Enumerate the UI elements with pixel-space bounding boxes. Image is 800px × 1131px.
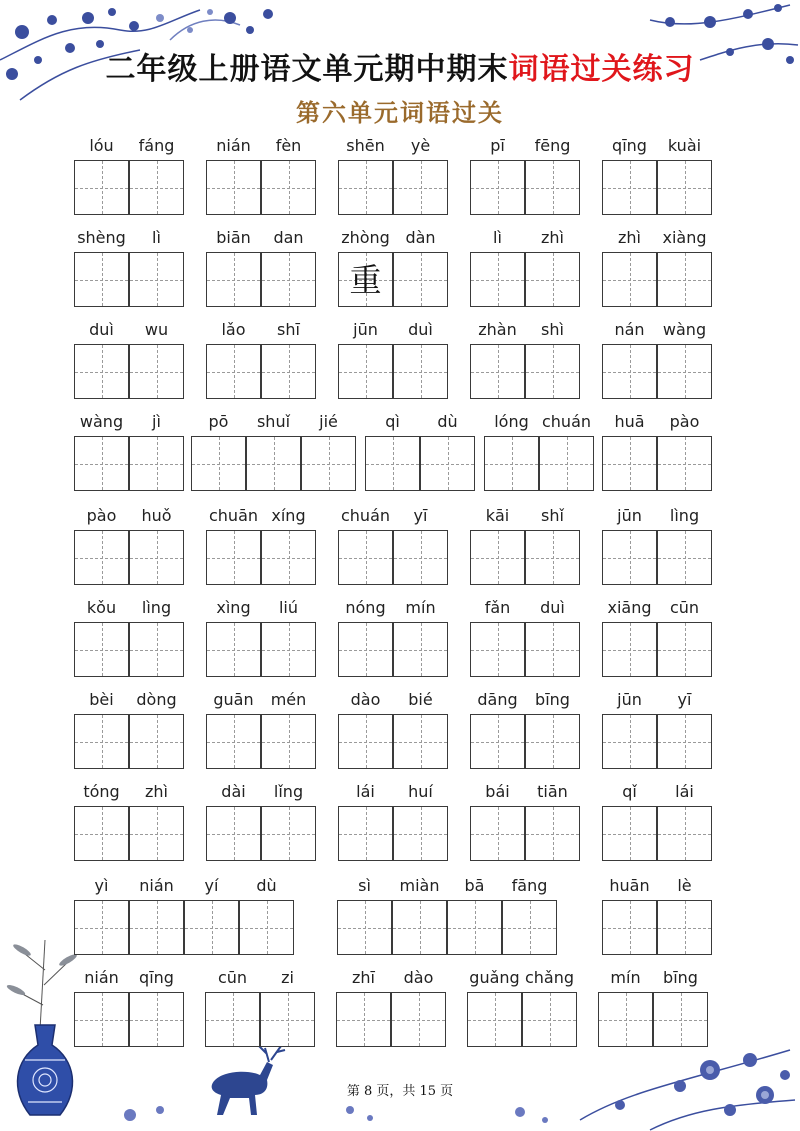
writing-box[interactable] (522, 992, 577, 1047)
writing-box[interactable] (261, 252, 316, 307)
writing-box[interactable] (129, 900, 184, 955)
pinyin-label: lǐng (273, 782, 304, 801)
word-group (470, 598, 580, 677)
pinyin-label: bīng (535, 690, 570, 709)
writing-box[interactable] (336, 992, 391, 1047)
pinyin-label: tiān (537, 782, 568, 801)
writing-box[interactable] (470, 530, 525, 585)
pinyin-label: bái (485, 782, 510, 801)
writing-box[interactable] (337, 900, 392, 955)
word-group (338, 598, 448, 677)
pinyin-label: pào (86, 506, 117, 525)
writing-box[interactable] (391, 992, 446, 1047)
writing-box[interactable] (260, 992, 315, 1047)
pinyin-label: tóng (83, 782, 120, 801)
pinyin-label: wàng (662, 320, 707, 339)
word-group (470, 136, 580, 215)
word-group (205, 968, 315, 1047)
word-group (602, 228, 712, 307)
pinyin-label: wu (144, 320, 169, 339)
pinyin-label: dan (273, 228, 304, 247)
writing-box[interactable] (246, 436, 301, 491)
writing-box[interactable] (129, 530, 184, 585)
writing-box[interactable] (261, 344, 316, 399)
writing-box[interactable] (602, 714, 657, 769)
writing-box[interactable] (301, 436, 356, 491)
pinyin-label: yī (677, 690, 692, 709)
writing-box[interactable] (653, 992, 708, 1047)
writing-box[interactable] (206, 714, 261, 769)
word-group (191, 412, 356, 491)
writing-box[interactable] (525, 530, 580, 585)
writing-box[interactable] (392, 900, 447, 955)
writing-box[interactable] (338, 160, 393, 215)
pinyin-label: yī (413, 506, 428, 525)
writing-box[interactable] (365, 436, 420, 491)
writing-box[interactable] (525, 344, 580, 399)
writing-box[interactable] (129, 714, 184, 769)
writing-box[interactable] (129, 252, 184, 307)
word-group (602, 320, 712, 399)
writing-box[interactable] (393, 252, 448, 307)
writing-box[interactable] (74, 160, 129, 215)
writing-box[interactable] (393, 622, 448, 677)
writing-box[interactable] (191, 436, 246, 491)
writing-box[interactable] (657, 900, 712, 955)
writing-box[interactable] (129, 806, 184, 861)
writing-box[interactable] (602, 436, 657, 491)
pinyin-label: pào (669, 412, 700, 431)
writing-box[interactable] (261, 622, 316, 677)
pinyin-label: yí (204, 876, 219, 895)
writing-box[interactable] (470, 806, 525, 861)
writing-box[interactable] (74, 806, 129, 861)
word-group (470, 228, 580, 307)
word-group (206, 136, 316, 215)
pinyin-label: lìng (141, 598, 172, 617)
writing-box[interactable] (74, 344, 129, 399)
page-title-black: 二年级上册语文单元期中期末 (105, 52, 509, 87)
word-group (602, 506, 712, 585)
writing-box[interactable] (261, 530, 316, 585)
pinyin-label: yì (94, 876, 109, 895)
writing-box[interactable] (602, 160, 657, 215)
word-group (338, 320, 448, 399)
writing-box[interactable] (74, 252, 129, 307)
word-group (602, 598, 712, 677)
writing-box[interactable] (393, 344, 448, 399)
pinyin-label: dào (403, 968, 434, 987)
pinyin-label: bā (464, 876, 485, 895)
writing-box[interactable] (338, 344, 393, 399)
writing-box[interactable] (206, 252, 261, 307)
pinyin-label: fāng (511, 876, 548, 895)
writing-box[interactable] (657, 344, 712, 399)
pinyin-label: huí (408, 782, 433, 801)
pinyin-label: qīng (612, 136, 647, 155)
word-group (74, 136, 184, 215)
page-title-red: 词语过关练习 (508, 52, 695, 87)
word-group (602, 412, 712, 491)
pinyin-label: shuǐ (256, 412, 291, 431)
pinyin-label: sì (358, 876, 371, 895)
writing-box[interactable] (261, 806, 316, 861)
writing-box[interactable] (657, 436, 712, 491)
writing-box[interactable] (129, 622, 184, 677)
word-group (484, 412, 594, 491)
writing-box[interactable] (205, 992, 260, 1047)
pinyin-label: chuān (208, 506, 259, 525)
pinyin-label: qǐ (622, 782, 637, 801)
word-group (206, 782, 316, 861)
word-group (470, 782, 580, 861)
pinyin-label: zhì (145, 782, 168, 801)
pinyin-label: qīng (139, 968, 174, 987)
pinyin-label: nóng (345, 598, 386, 617)
writing-box[interactable] (602, 900, 657, 955)
writing-box[interactable] (206, 806, 261, 861)
pinyin-label: shǐ (541, 506, 564, 525)
pinyin-label: jūn (353, 320, 378, 339)
writing-box[interactable] (74, 714, 129, 769)
word-group (74, 968, 184, 1047)
pinyin-label: dù (256, 876, 277, 895)
pinyin-label: biān (216, 228, 251, 247)
pinyin-label: lǎo (221, 320, 246, 339)
writing-box[interactable] (74, 900, 129, 955)
pinyin-label: duì (408, 320, 433, 339)
writing-box[interactable] (470, 160, 525, 215)
writing-box[interactable] (420, 436, 475, 491)
writing-box[interactable] (447, 900, 502, 955)
writing-box[interactable] (602, 252, 657, 307)
pinyin-label: mín (405, 598, 436, 617)
pinyin-label: shèng (77, 228, 126, 247)
writing-box[interactable] (467, 992, 522, 1047)
pinyin-label: kǒu (86, 598, 117, 617)
pinyin-label: guǎng (469, 968, 520, 987)
pinyin-label: pī (490, 136, 505, 155)
pinyin-label: huā (614, 412, 645, 431)
writing-box[interactable] (470, 252, 525, 307)
word-group (74, 690, 184, 769)
pinyin-label: zhì (618, 228, 641, 247)
pinyin-label: shī (277, 320, 300, 339)
writing-box[interactable] (129, 160, 184, 215)
pinyin-label: fēng (534, 136, 571, 155)
pinyin-label: dào (350, 690, 381, 709)
writing-box[interactable] (602, 344, 657, 399)
pinyin-label: xìng (216, 598, 251, 617)
pinyin-label: dāng (477, 690, 518, 709)
pinyin-label: cūn (669, 598, 700, 617)
pinyin-label: nián (84, 968, 119, 987)
writing-box[interactable] (657, 622, 712, 677)
pinyin-label: mén (270, 690, 307, 709)
pinyin-label: lìng (669, 506, 700, 525)
writing-box[interactable] (206, 160, 261, 215)
pinyin-label: duì (540, 598, 565, 617)
writing-box[interactable] (525, 806, 580, 861)
word-group (338, 506, 448, 585)
pinyin-label: xiāng (607, 598, 652, 617)
word-group (602, 136, 712, 215)
word-group (338, 136, 448, 215)
writing-box[interactable] (539, 436, 594, 491)
pinyin-label: miàn (399, 876, 440, 895)
pinyin-label: xiàng (662, 228, 707, 247)
pinyin-label: nián (216, 136, 251, 155)
writing-box[interactable] (129, 344, 184, 399)
writing-box[interactable] (206, 530, 261, 585)
writing-box[interactable] (393, 160, 448, 215)
writing-box[interactable] (484, 436, 539, 491)
writing-box[interactable] (657, 530, 712, 585)
pinyin-label: bèi (89, 690, 114, 709)
word-group (470, 690, 580, 769)
writing-box[interactable] (602, 622, 657, 677)
writing-box[interactable] (393, 530, 448, 585)
pinyin-label: dài (221, 782, 246, 801)
pinyin-label: dàn (405, 228, 436, 247)
pinyin-label: xíng (271, 506, 306, 525)
pinyin-label: lái (675, 782, 694, 801)
pinyin-label: shì (541, 320, 564, 339)
pinyin-label: bié (408, 690, 433, 709)
writing-box[interactable] (657, 714, 712, 769)
writing-box[interactable] (393, 714, 448, 769)
pinyin-label: cūn (217, 968, 248, 987)
pinyin-label: bīng (663, 968, 698, 987)
writing-box[interactable] (393, 806, 448, 861)
word-group (338, 782, 448, 861)
word-group (74, 782, 184, 861)
pinyin-label: chuán (340, 506, 391, 525)
writing-box[interactable] (184, 900, 239, 955)
writing-box[interactable] (261, 714, 316, 769)
pinyin-label: dòng (136, 690, 177, 709)
writing-box[interactable] (206, 622, 261, 677)
pinyin-label: lì (152, 228, 161, 247)
word-group (206, 228, 316, 307)
writing-box[interactable] (129, 992, 184, 1047)
pinyin-label: kuài (667, 136, 702, 155)
pinyin-label: zhàn (478, 320, 517, 339)
pinyin-label: zhī (352, 968, 375, 987)
writing-box[interactable] (338, 714, 393, 769)
word-group (74, 598, 184, 677)
pinyin-label: nián (139, 876, 174, 895)
word-group (206, 690, 316, 769)
word-group (337, 876, 557, 955)
pinyin-label: huān (609, 876, 650, 895)
writing-box[interactable] (74, 992, 129, 1047)
word-group (336, 968, 446, 1047)
word-group (602, 876, 712, 955)
pinyin-label: shēn (346, 136, 385, 155)
pinyin-label: fèn (275, 136, 302, 155)
word-group (602, 782, 712, 861)
writing-box[interactable] (657, 806, 712, 861)
pinyin-label: jì (152, 412, 161, 431)
pinyin-label: duì (89, 320, 114, 339)
writing-box[interactable] (657, 252, 712, 307)
writing-box[interactable] (525, 622, 580, 677)
word-group (74, 320, 184, 399)
pinyin-label: lóu (89, 136, 114, 155)
writing-box[interactable] (74, 622, 129, 677)
pinyin-label: lè (677, 876, 692, 895)
writing-box[interactable] (206, 344, 261, 399)
word-group (206, 598, 316, 677)
word-group (74, 228, 184, 307)
word-group (74, 506, 184, 585)
writing-box[interactable] (129, 436, 184, 491)
word-group (74, 876, 294, 955)
pinyin-label: chǎng (524, 968, 575, 987)
word-group (598, 968, 708, 1047)
writing-box[interactable] (602, 530, 657, 585)
writing-box[interactable] (239, 900, 294, 955)
writing-box[interactable] (470, 344, 525, 399)
writing-box[interactable] (470, 714, 525, 769)
writing-box[interactable] (502, 900, 557, 955)
writing-box[interactable] (338, 806, 393, 861)
pinyin-label: zhì (541, 228, 564, 247)
writing-box[interactable] (470, 622, 525, 677)
writing-box[interactable] (602, 806, 657, 861)
word-group (602, 690, 712, 769)
word-group (206, 506, 316, 585)
writing-box[interactable] (598, 992, 653, 1047)
word-group (74, 412, 184, 491)
word-group (470, 320, 580, 399)
pinyin-label: kāi (485, 506, 510, 525)
pinyin-label: liú (278, 598, 299, 617)
word-group (470, 506, 580, 585)
writing-box[interactable] (338, 530, 393, 585)
writing-box[interactable] (657, 160, 712, 215)
pinyin-label: pō (208, 412, 229, 431)
pinyin-label: mín (610, 968, 641, 987)
writing-box[interactable] (338, 622, 393, 677)
writing-box[interactable] (74, 530, 129, 585)
pinyin-label: fǎn (484, 598, 511, 617)
pinyin-label: fáng (138, 136, 175, 155)
writing-box[interactable] (338, 252, 393, 307)
pinyin-label: lái (356, 782, 375, 801)
pinyin-label: huǒ (141, 506, 172, 525)
pinyin-label: zi (281, 968, 294, 987)
pinyin-label: jūn (617, 690, 642, 709)
word-group (338, 228, 448, 307)
writing-box[interactable] (525, 714, 580, 769)
pinyin-label: jūn (617, 506, 642, 525)
page-number: 第 8 页，共 15 页 (346, 1084, 454, 1099)
word-group (206, 320, 316, 399)
word-group (467, 968, 577, 1047)
pinyin-label: jié (319, 412, 338, 431)
writing-box[interactable] (74, 436, 129, 491)
pinyin-label: yè (410, 136, 431, 155)
pinyin-label: qì (385, 412, 400, 431)
word-group (365, 412, 475, 491)
pinyin-label: lóng (494, 412, 529, 431)
word-group (338, 690, 448, 769)
pinyin-label: nán (614, 320, 645, 339)
writing-box[interactable] (261, 160, 316, 215)
pinyin-label: lì (493, 228, 502, 247)
writing-box[interactable] (525, 160, 580, 215)
pinyin-label: zhòng (341, 228, 390, 247)
pinyin-label: guān (213, 690, 254, 709)
writing-box[interactable] (525, 252, 580, 307)
page-subtitle: 第六单元词语过关 (296, 98, 504, 127)
pinyin-label: chuán (541, 412, 592, 431)
pinyin-label: dù (437, 412, 458, 431)
filled-character: 重 (349, 261, 382, 299)
pinyin-label: wàng (79, 412, 124, 431)
